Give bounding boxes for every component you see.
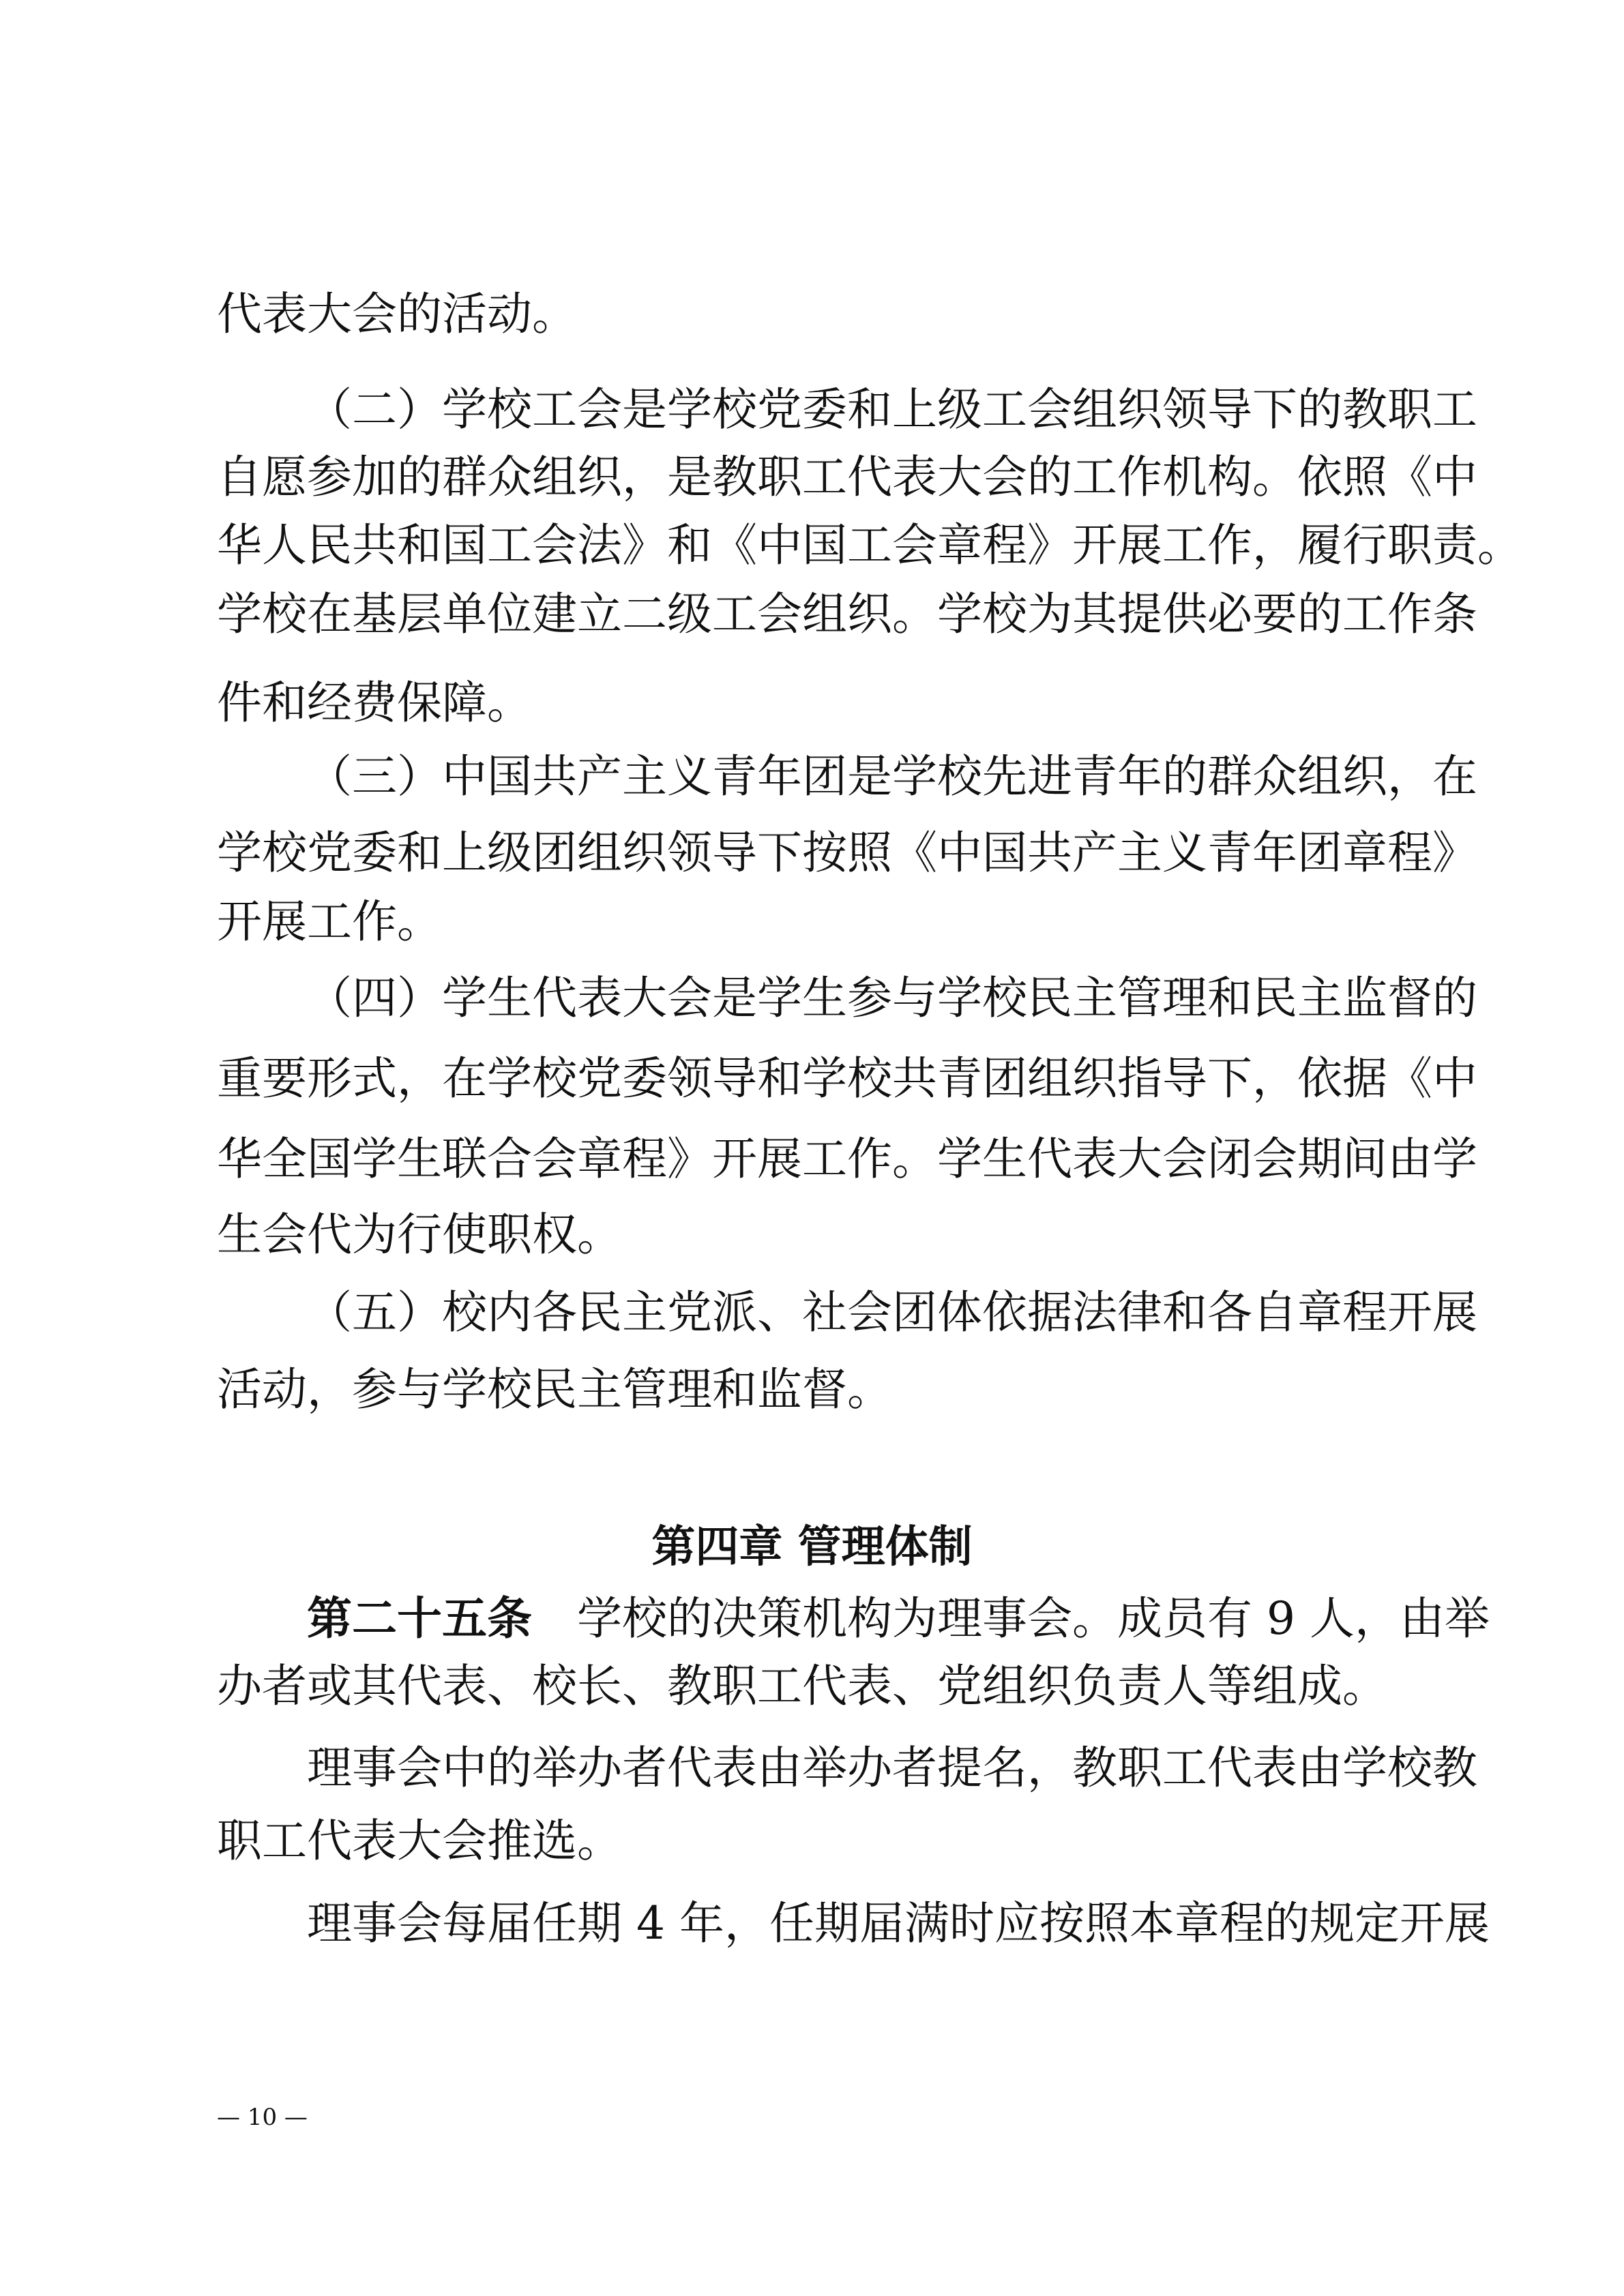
paragraph-line: （三）中国共产主义青年团是学校先进青年的群众组织，在 xyxy=(307,750,1477,803)
paragraph-line: 职工代表大会推选。 xyxy=(217,1815,622,1867)
article-line xyxy=(307,1592,1490,1645)
article-label: 第二十五条 xyxy=(307,1592,532,1645)
paragraph-line: 生会代为行使职权。 xyxy=(217,1208,622,1261)
paragraph-line: （五）校内各民主党派、社会团体依据法律和各自章程开展 xyxy=(307,1286,1477,1339)
chapter-heading: 第四章 管理体制 xyxy=(651,1522,973,1572)
paragraph-line: 学校在基层单位建立二级工会组织。学校为其提供必要的工作条 xyxy=(217,588,1477,640)
paragraph-line: 代表大会的活动。 xyxy=(217,288,577,340)
paragraph-line: （四）学生代表大会是学生参与学校民主管理和民主监督的 xyxy=(307,972,1477,1024)
paragraph-line: 理事会中的举办者代表由举办者提名，教职工代表由学校教 xyxy=(307,1742,1477,1794)
paragraph-line: 活动，参与学校民主管理和监督。 xyxy=(217,1363,892,1416)
paragraph-line: 件和经费保障。 xyxy=(217,676,532,729)
paragraph-line: 华全国学生联合会章程》开展工作。学生代表大会闭会期间由学 xyxy=(217,1133,1477,1185)
page-number: — 10 — xyxy=(217,2104,308,2131)
paragraph-line: 学校党委和上级团组织领导下按照《中国共产主义青年团章程》 xyxy=(217,826,1477,879)
paragraph-line: 办者或其代表、校长、教职工代表、党组织负责人等组成。 xyxy=(217,1660,1387,1712)
paragraph-line: 华人民共和国工会法》和《中国工会章程》开展工作，履行职责。 xyxy=(217,519,1522,571)
paragraph-line: 开展工作。 xyxy=(217,895,442,948)
paragraph-line: 重要形式，在学校党委领导和学校共青团组织指导下，依据《中 xyxy=(217,1052,1477,1105)
paragraph-line: 自愿参加的群众组织，是教职工代表大会的工作机构。依照《中 xyxy=(217,451,1477,503)
article-text: 学校的决策机构为理事会。成员有 9 人，由举 xyxy=(577,1592,1490,1645)
paragraph-line: 理事会每届任期 4 年，任期届满时应按照本章程的规定开展 xyxy=(307,1897,1490,1950)
paragraph-line: （二）学校工会是学校党委和上级工会组织领导下的教职工 xyxy=(307,383,1477,436)
